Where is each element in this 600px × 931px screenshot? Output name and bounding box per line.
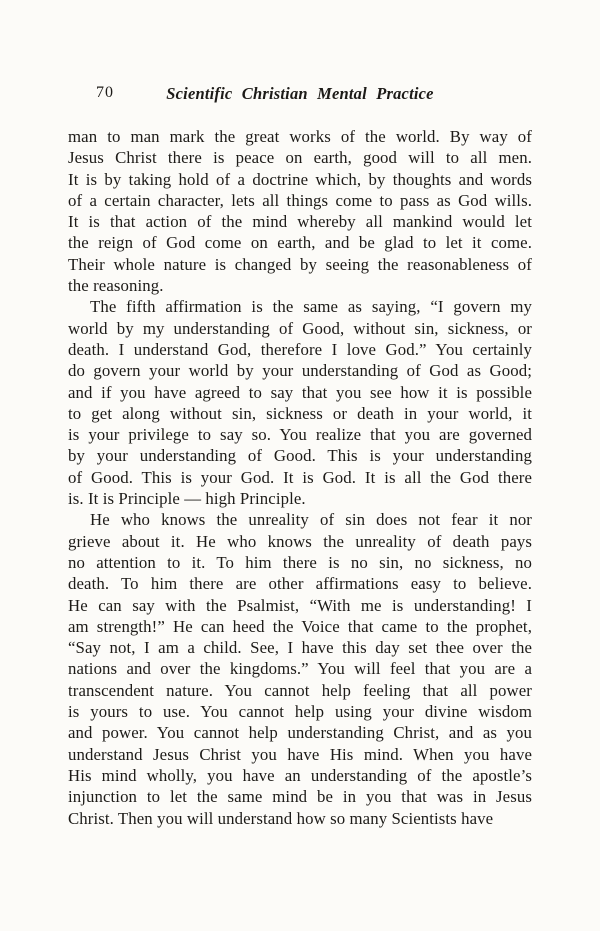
text-line: am strength!” He can heed the Voice that came to the prophet, — [68, 616, 532, 636]
text-line: by your understanding of Good. This is your understanding — [68, 446, 532, 466]
text-line: grieve about it. He who knows the unreality of death pays — [68, 531, 532, 551]
text-line: no attention to it. To him there is no sin, no sickness, no — [68, 552, 532, 572]
text-line: do govern your world by your understanding of God as Good; — [68, 361, 532, 381]
text-line: The fifth affirmation is the same as saying, “I govern my — [90, 297, 532, 317]
page-number: 70 — [96, 84, 114, 101]
paragraph — [68, 126, 532, 296]
text-line: is your privilege to say so. You realize that you are governed — [68, 425, 532, 445]
text-line: to get along without sin, sickness or death in your world, it — [68, 403, 532, 423]
text-line: nations and over the kingdoms.” You will feel that you are a — [68, 659, 532, 679]
text-line: of Good. This is your God. It is God. It is all the God there — [68, 467, 532, 487]
text-line: world by my understanding of Good, without sin, sickness, or — [68, 318, 532, 338]
running-title: Scientific Christian Mental Practice — [166, 84, 434, 103]
page-body — [68, 126, 532, 829]
text-line: death. I understand God, therefore I love God.” You certainly — [68, 339, 532, 359]
text-line: Their whole nature is changed by seeing the reasonableness of — [68, 254, 532, 274]
text-line: He who knows the unreality of sin does not fear it nor — [90, 510, 532, 530]
text-line: is. It is Principle — high Principle. — [68, 489, 306, 509]
text-line: Jesus Christ there is peace on earth, good will to all men. — [68, 148, 532, 168]
paragraph — [68, 509, 532, 828]
text-line: transcendent nature. You cannot help feeling that all power — [68, 680, 532, 700]
text-line: He can say with the Psalmist, “With me is understanding! I — [68, 595, 532, 615]
text-line: the reign of God come on earth, and be glad to let it come. — [68, 233, 532, 253]
text-line: understand Jesus Christ you have His mind. When you have — [68, 744, 532, 764]
text-line: It is by taking hold of a doctrine which, by thoughts and words — [68, 169, 532, 189]
page-header — [68, 84, 532, 104]
text-line: man to man mark the great works of the world. By way of — [68, 127, 532, 146]
text-line: “Say not, I am a child. See, I have this day set thee over the — [68, 638, 532, 658]
text-line: It is that action of the mind whereby all mankind would let — [68, 212, 532, 232]
text-line: Christ. Then you will understand how so many Scientists have — [68, 808, 494, 828]
text-line: His mind wholly, you have an understanding of the apostle’s — [68, 765, 532, 785]
text-line: injunction to let the same mind be in you that was in Jesus — [68, 787, 532, 807]
text-line: is yours to use. You cannot help using your divine wisdom — [68, 702, 532, 722]
paragraph — [68, 296, 532, 509]
text-line: of a certain character, lets all things come to pass as God wills. — [68, 190, 532, 210]
text-line: and power. You cannot help understanding Christ, and as you — [68, 723, 532, 743]
text-line: death. To him there are other affirmations easy to believe. — [68, 574, 532, 594]
text-line: and if you have agreed to say that you see how it is possible — [68, 382, 532, 402]
text-line: the reasoning. — [68, 276, 164, 296]
